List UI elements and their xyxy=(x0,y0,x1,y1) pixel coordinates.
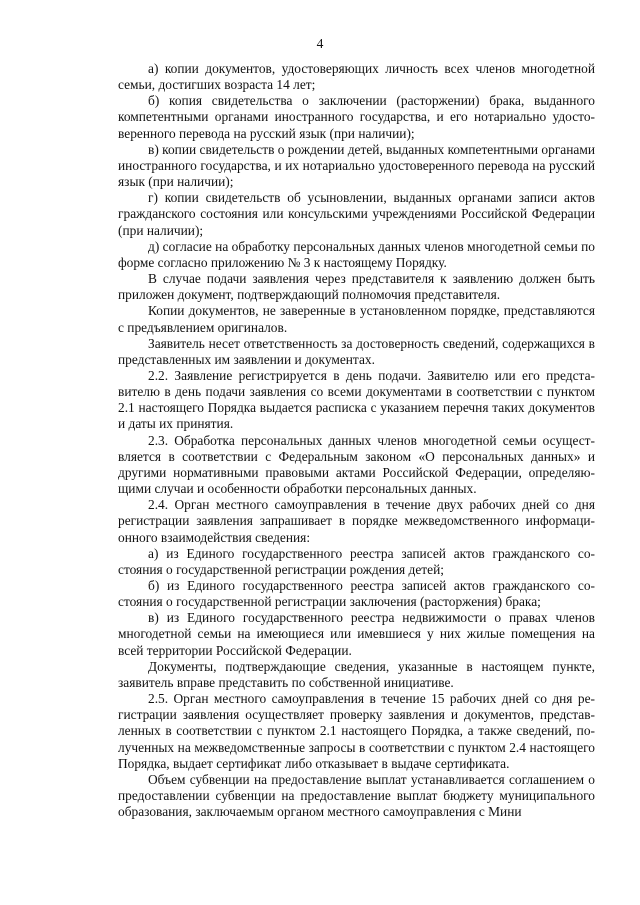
paragraph-section-2-4: 2.4. Орган местного самоуправления в течение двух рабочих дней со дня регистрации заявления запрашивает в порядке межведомственного информационного взаимодействия сведения: xyxy=(118,497,595,545)
paragraph-applicant-responsibility: Заявитель несет ответственность за достоверность сведений, содержащихся в представленных им заявлении и документах. xyxy=(118,335,595,367)
paragraph-subvention-volume: Объем субвенции на предоставление выплат устанавливается соглашением о предоставлении субвенции на предоставление выплат бюджету муниципального образования, заключаемым органом местного самоуправления с Мини xyxy=(118,771,595,820)
paragraph-real-estate-register-request: в) из Единого государственного реестра недвижимости о правах членов многодетной семьи на имеющиеся или имевшиеся у них жилые помещения на всей территории Российской Федерации. xyxy=(118,610,595,658)
paragraph-section-2-3: 2.3. Обработка персональных данных членов многодетной семьи осуществляется в соответствии с Федеральным законом «О персональных данных» и другими нормативными правовыми актами Российской Федерации, определяющими случаи и особенности обработки персональных данных. xyxy=(118,432,595,497)
paragraph-section-2-2: 2.2. Заявление регистрируется в день подачи. Заявителю или его представителю в день подачи заявления со всеми документами в соответствии с пунктом 2.1 настоящего Порядка выдается расписка с указанием перечня таких документов и даты их принятия. xyxy=(118,367,595,432)
paragraph-representative-authority: В случае подачи заявления через представителя к заявлению должен быть приложен документ, подтверждающий полномочия представителя. xyxy=(118,271,595,303)
paragraph-uncertified-copies: Копии документов, не заверенные в установленном порядке, представляются с предъявлением оригиналов. xyxy=(118,303,595,335)
paragraph-section-2-5: 2.5. Орган местного самоуправления в течение 15 рабочих дней со дня регистрации заявления осуществляет проверку заявления и документов, представленных в соответствии с пунктом 2.1 настоящего Порядка, а также сведений, полученных на межведомственные запросы в соответствии с пунктом 2.4 настоящего Порядка, выдает сертификат либо отказывает в выдаче сертификата. xyxy=(118,691,595,771)
page-number: 4 xyxy=(316,36,324,51)
document-body xyxy=(118,61,595,820)
paragraph-own-initiative-documents: Документы, подтверждающие сведения, указанные в настоящем пункте, заявитель вправе представить по собственной инициативе. xyxy=(118,658,595,690)
paragraph-adoption-certificates-copies: г) копии свидетельств об усыновлении, выданных органами записи актов гражданского состояния или консульскими учреждениями Российской Федерации (при наличии); xyxy=(118,190,595,238)
paragraph-marriage-certificate-copy: б) копия свидетельства о заключении (расторжении) брака, выданного компетентными органами иностранного государства, и его нотариально удостоверенного перевода на русский язык (при наличии); xyxy=(118,93,595,141)
paragraph-birth-registration-request: а) из Единого государственного реестра записей актов гражданского состояния о государственной регистрации рождения детей; xyxy=(118,545,595,577)
paragraph-personal-data-consent: д) согласие на обработку персональных данных членов многодетной семьи по форме согласно приложению № 3 к настоящему Порядку. xyxy=(118,238,595,270)
paragraph-marriage-registration-request: б) из Единого государственного реестра записей актов гражданского состояния о государственной регистрации заключения (расторжения) брака; xyxy=(118,578,595,610)
paragraph-document-copies-identity: а) копии документов, удостоверяющих личность всех членов многодетной семьи, достигших возраста 14 лет; xyxy=(118,61,595,93)
paragraph-birth-certificates-copies: в) копии свидетельств о рождении детей, выданных компетентными органами иностранного государства, и их нотариально удостоверенного перевода на русский язык (при наличии); xyxy=(118,141,595,190)
